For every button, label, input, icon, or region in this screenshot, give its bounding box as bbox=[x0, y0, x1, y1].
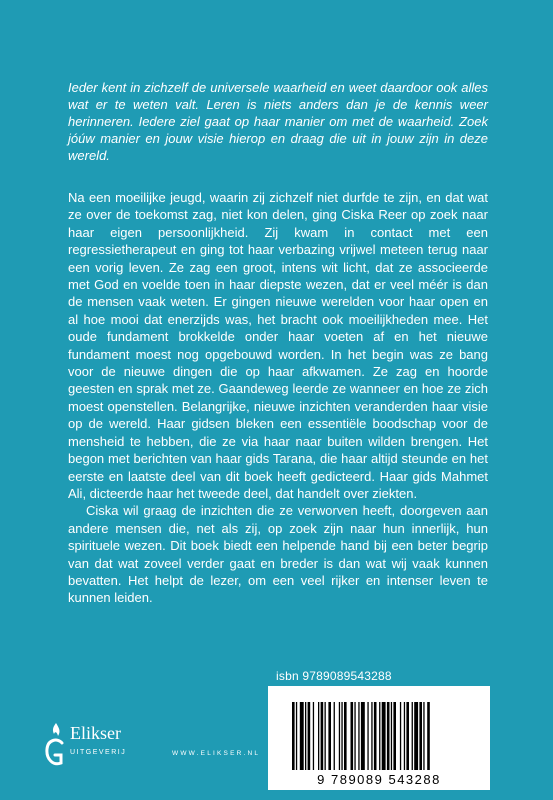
barcode-bar bbox=[300, 702, 304, 770]
barcode-bar bbox=[387, 702, 390, 770]
barcode-bar bbox=[404, 702, 405, 770]
barcode-bar bbox=[321, 702, 324, 770]
barcode-bar bbox=[305, 702, 306, 770]
barcode-bar bbox=[313, 702, 314, 770]
back-cover-description bbox=[68, 189, 488, 607]
barcode-bar bbox=[296, 702, 297, 770]
barcode-bar bbox=[358, 702, 359, 770]
publisher-tagline: UITGEVERIJ bbox=[70, 749, 127, 756]
intro-quote bbox=[68, 79, 488, 164]
barcode-bar bbox=[328, 702, 331, 770]
barcode-bar bbox=[406, 702, 409, 770]
barcode-bar bbox=[423, 702, 424, 770]
barcode-bar bbox=[325, 702, 326, 770]
barcode-bar bbox=[341, 702, 342, 770]
barcode-bar bbox=[391, 702, 392, 770]
barcode-bar bbox=[419, 702, 422, 770]
publisher-name: Elikser bbox=[70, 723, 121, 743]
barcode-bar bbox=[334, 702, 335, 770]
barcode-graphic bbox=[268, 686, 490, 790]
barcode-panel bbox=[268, 686, 490, 790]
barcode-bar bbox=[351, 702, 354, 770]
barcode-bar bbox=[318, 702, 319, 770]
description-paragraph-2: Ciska wil graag de inzichten die ze verworven heeft, doorgeven aan andere mensen die, net als zij, op zoek zijn naar hun innerlijk, hun spirituele wezen. Dit boek biedt een helpende hand bij een beter begrip van dat wat zoveel verder gaat en breder is dan wat wij vaak kunnen bevatten. Het helpt de lezer, om een veel rijker en intenser leven te kunnen leiden. bbox=[68, 503, 488, 606]
barcode-bar bbox=[412, 702, 413, 770]
barcode-bar bbox=[354, 702, 355, 770]
barcode-bar bbox=[361, 702, 365, 770]
barcode-bar bbox=[367, 702, 368, 770]
barcode-bar bbox=[427, 702, 430, 770]
barcode-digits: 9 789089 543288 bbox=[317, 772, 441, 787]
barcode-bar bbox=[292, 702, 295, 770]
flame-g-logo-icon bbox=[42, 721, 70, 771]
isbn-barcode-block bbox=[268, 668, 490, 790]
barcode-bar bbox=[308, 702, 311, 770]
barcode-bar bbox=[374, 702, 377, 770]
barcode-bar bbox=[344, 702, 347, 770]
barcode-bar bbox=[371, 702, 372, 770]
barcode-bar bbox=[400, 702, 401, 770]
barcode-bar bbox=[414, 702, 418, 770]
intro-text: Ieder kent in zichzelf de universele waarheid en weet daardoor ook alles wat er te weten valt. Leren is niets anders dan je de kennis weer herinneren. Iedere ziel gaat op haar manier om met de waarheid. Zoek jóúw manier en jouw visie hierop en draag die uit in jouw zijn in deze wereld. bbox=[68, 80, 488, 164]
barcode-bar bbox=[339, 702, 340, 770]
barcode-bar bbox=[382, 702, 386, 770]
barcode-bar bbox=[393, 702, 396, 770]
barcode-bar bbox=[379, 702, 380, 770]
publisher-logo bbox=[42, 721, 172, 771]
publisher-website[interactable]: WWW.ELIKSER.NL bbox=[172, 750, 261, 757]
description-paragraph-1: Na een moeilijke jeugd, waarin zij zichzelf niet durfde te zijn, en dat wat ze over de toekomst zag, niet kon delen, ging Ciska Reer op zoek naar haar eigen persoonlijkheid. Zij kwam in contact met een regressietherapeut en ging tot haar verbazing vrijwel meteen terug naar een vorig leven. Ze zag een groot, intens wit licht, dat ze associeerde met God en voelde toen in haar diepste wezen, dat er veel méér is dan de mensen vaak weten. Er gingen nieuwe werelden voor haar open en al hoe mooi dat enerzijds was, het bracht ook moeilijkheden mee. Het oude fundament brokkelde onder haar voeten af en het nieuwe fundament moest nog opgebouwd worden. In het begin was ze bang voor de nieuwe dingen die op haar afkwamen. Ze zag en hoorde geesten en sprak met ze. Gaandeweg leerde ze wanneer en hoe ze zich moest openstellen. Belangrijke, nieuwe inzichten veranderden haar visie op de wereld. Haar gidsen bleken een essentiële boodschap voor de mensheid te hebben, die ze via haar naar buiten wilden brengen. Het begon met berichten van haar gids Tarana, die haar altijd steunde en het eerste en laatste deel van dit boek heeft gedicteerd. Haar gids Mahmet Ali, dicteerde haar het tweede deel, dat handelt over ziekten. bbox=[68, 190, 488, 501]
isbn-label: isbn 9789089543288 bbox=[276, 669, 392, 683]
